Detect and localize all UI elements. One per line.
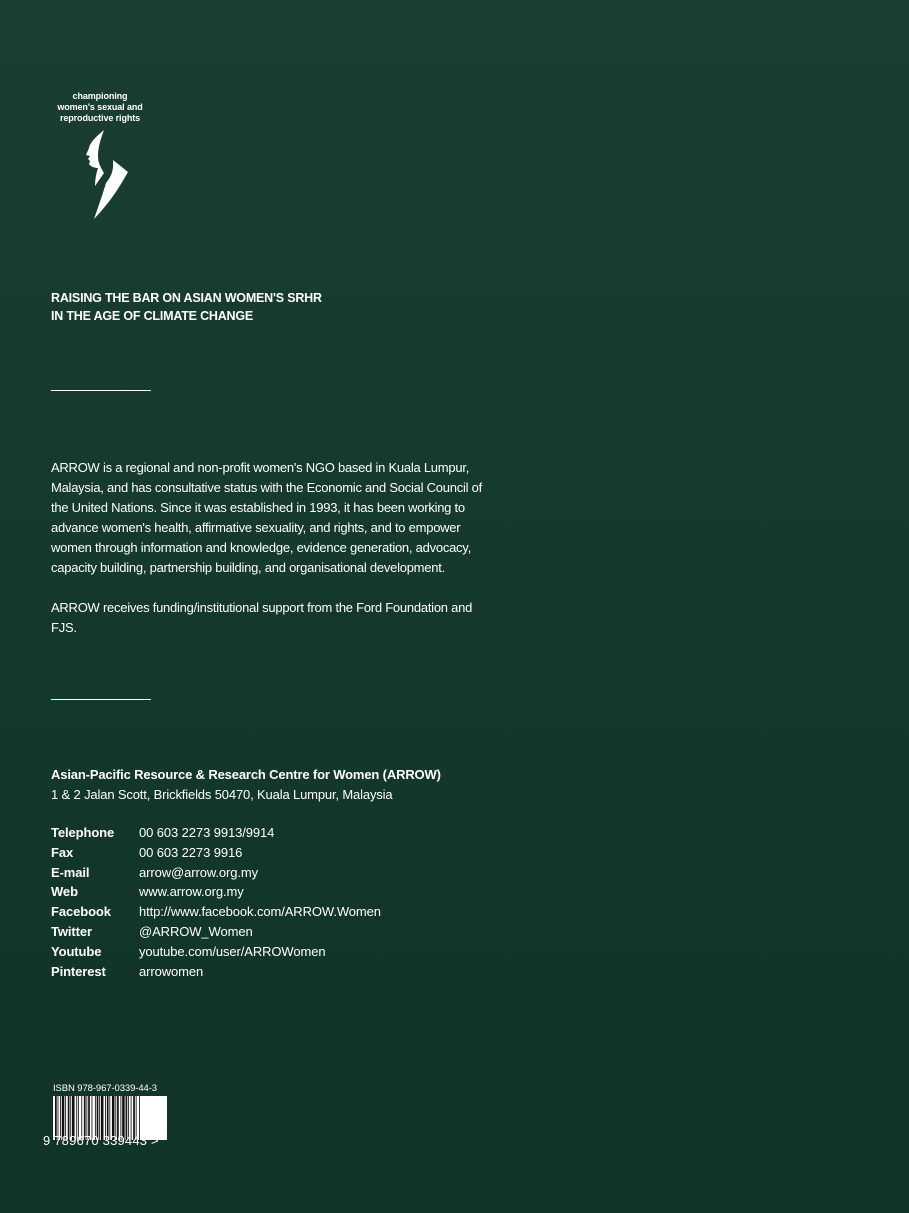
pinterest-value: arrowomen bbox=[139, 963, 204, 979]
woman-profile-arrow-icon bbox=[82, 128, 132, 220]
about-section bbox=[51, 458, 501, 638]
contact-row-pinterest bbox=[51, 962, 471, 982]
contact-row-fax bbox=[51, 843, 471, 863]
isbn-label: ISBN 978-967-0339-44-3 bbox=[53, 1083, 157, 1094]
twitter-value: @ARROW_Women bbox=[139, 923, 253, 939]
tagline-line-3: reproductive rights bbox=[59, 113, 141, 123]
street-address: 1 & 2 Jalan Scott, Brickfields 50470, Kuala Lumpur, Malaysia bbox=[51, 786, 393, 802]
funding-paragraph: ARROW receives funding/institutional support from the Ford Foundation and FJS. bbox=[51, 600, 473, 635]
contact-row-youtube bbox=[51, 942, 471, 962]
isbn-digits: 9 789670 339443 > bbox=[43, 1133, 159, 1148]
divider-top bbox=[51, 390, 151, 391]
facebook-value: http://www.facebook.com/ARROW.Women bbox=[139, 904, 381, 920]
contact-label: Youtube bbox=[51, 943, 102, 959]
isbn-barcode bbox=[43, 1083, 183, 1153]
divider-bottom bbox=[51, 699, 151, 700]
tagline-line-1: championing bbox=[72, 91, 128, 101]
address-block bbox=[51, 765, 441, 804]
fax-value: 00 603 2273 9916 bbox=[139, 844, 243, 860]
contact-row-web bbox=[51, 882, 471, 902]
tagline-line-2: women's sexual and bbox=[57, 102, 143, 112]
organisation-name: Asian-Pacific Resource & Research Centre for Women (ARROW) bbox=[51, 767, 441, 782]
contact-label: Facebook bbox=[51, 904, 111, 920]
contact-label: Web bbox=[51, 884, 78, 900]
youtube-value: youtube.com/user/ARROWomen bbox=[139, 943, 326, 959]
web-value: www.arrow.org.my bbox=[139, 884, 244, 900]
contact-row-facebook bbox=[51, 902, 471, 922]
about-paragraph: ARROW is a regional and non-profit women's NGO based in Kuala Lumpur, Malaysia, and has consultative status with the Economic and Social Council of the United Nations. Since it was established in 1993, it has been working to advance women's health, affirmative sexuality, and rights, and to empower women through information and knowledge, evidence generation, advocacy, capacity building, partnership building, and organisational development. bbox=[51, 460, 482, 575]
contact-label: Telephone bbox=[51, 825, 115, 840]
contact-label: Pinterest bbox=[51, 963, 106, 979]
telephone-value: 00 603 2273 9913/9914 bbox=[139, 825, 275, 840]
contact-row-twitter bbox=[51, 922, 471, 942]
report-title bbox=[51, 289, 322, 325]
contact-list bbox=[51, 823, 471, 981]
title-line-1: RAISING THE BAR ON ASIAN WOMEN'S SRHR bbox=[51, 291, 322, 305]
contact-row-telephone bbox=[51, 823, 471, 843]
logo-tagline bbox=[46, 91, 154, 124]
email-value: arrow@arrow.org.my bbox=[139, 864, 259, 880]
contact-label: E-mail bbox=[51, 864, 90, 880]
contact-label: Twitter bbox=[51, 923, 92, 939]
contact-row-email bbox=[51, 863, 471, 883]
title-line-2: IN THE AGE OF CLIMATE CHANGE bbox=[51, 309, 254, 323]
contact-label: Fax bbox=[51, 844, 74, 860]
